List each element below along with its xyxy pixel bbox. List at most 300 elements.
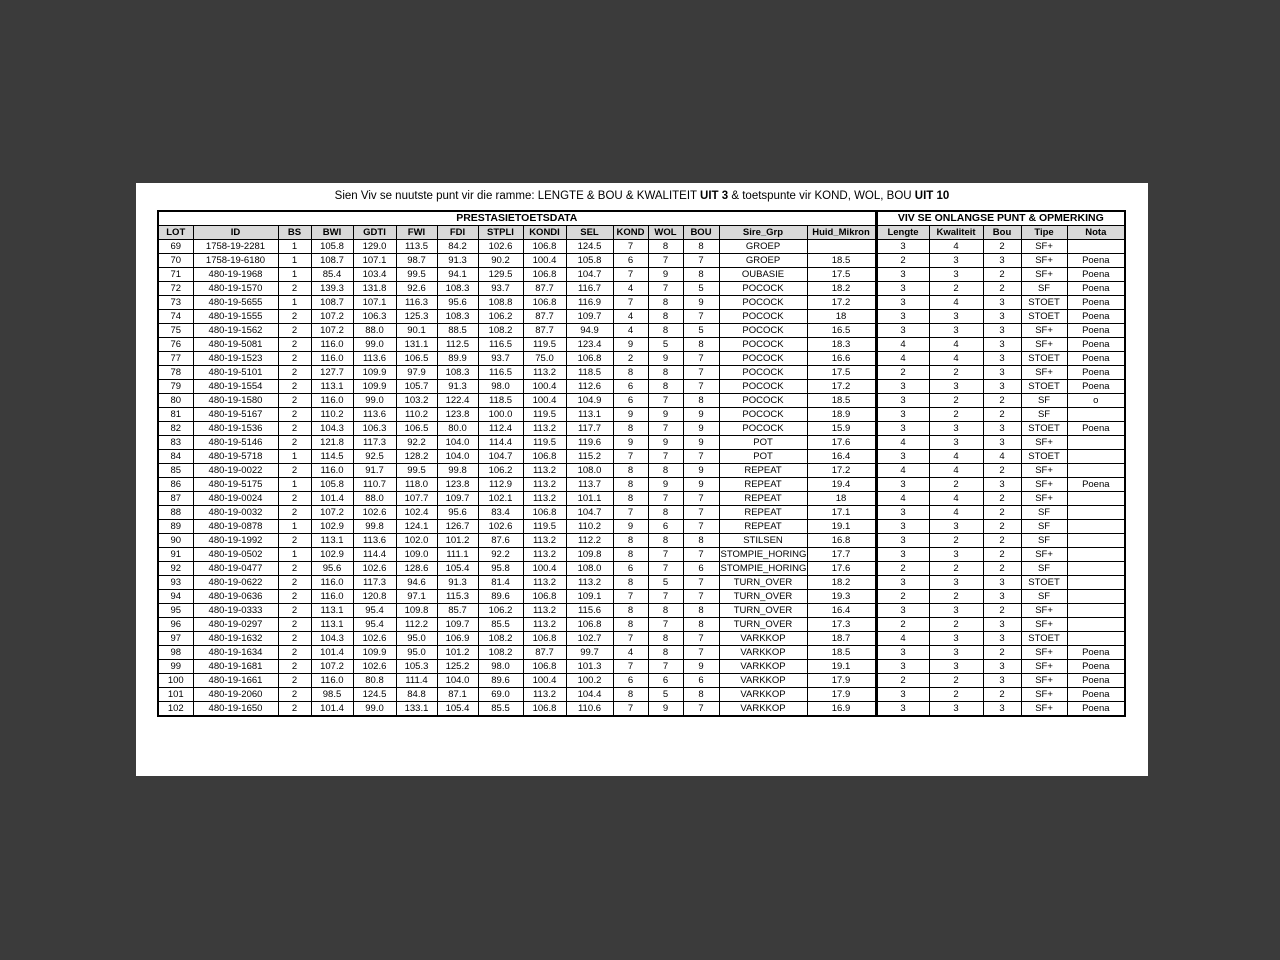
table-cell: 75.0 xyxy=(523,352,566,366)
table-cell: 119.5 xyxy=(523,408,566,422)
table-cell: 99.7 xyxy=(566,646,613,660)
table-cell: 104.7 xyxy=(566,268,613,282)
table-cell: 3 xyxy=(929,310,983,324)
table-cell: 3 xyxy=(983,478,1021,492)
table-cell: 97.1 xyxy=(396,590,437,604)
table-cell: 7 xyxy=(613,702,648,717)
table-row xyxy=(158,352,1125,366)
table-cell: 97 xyxy=(158,632,193,646)
table-cell: 98 xyxy=(158,646,193,660)
table-cell: TURN_OVER xyxy=(719,576,807,590)
table-cell: 7 xyxy=(683,702,719,717)
table-row xyxy=(158,632,1125,646)
table-cell: 7 xyxy=(613,240,648,254)
table-cell: 80.0 xyxy=(437,422,478,436)
table-cell: 480-19-0032 xyxy=(193,506,278,520)
table-cell: 9 xyxy=(648,352,683,366)
table-cell: 3 xyxy=(876,394,929,408)
table-header xyxy=(158,211,1125,240)
table-cell: Poena xyxy=(1067,352,1125,366)
table-cell: 7 xyxy=(683,576,719,590)
table-cell: 17.5 xyxy=(807,268,876,282)
table-cell: SF+ xyxy=(1021,702,1067,717)
table-cell: 2 xyxy=(929,394,983,408)
table-cell: 9 xyxy=(683,464,719,478)
table-cell: 2 xyxy=(278,688,311,702)
table-cell: 113.2 xyxy=(523,576,566,590)
title-text-2: & toetspunte vir KOND, WOL, BOU xyxy=(728,190,915,202)
table-cell: 8 xyxy=(613,366,648,380)
table-cell: 113.2 xyxy=(566,576,613,590)
table-cell: 98.0 xyxy=(478,380,523,394)
table-cell: 3 xyxy=(876,506,929,520)
table-cell: 4 xyxy=(983,450,1021,464)
table-cell: 109.8 xyxy=(566,548,613,562)
table-cell: SF+ xyxy=(1021,240,1067,254)
table-cell: 90 xyxy=(158,534,193,548)
table-cell: 480-19-5718 xyxy=(193,450,278,464)
table-row xyxy=(158,548,1125,562)
table-cell: 121.8 xyxy=(311,436,353,450)
table-cell: 123.8 xyxy=(437,408,478,422)
table-cell: 8 xyxy=(613,688,648,702)
table-row xyxy=(158,338,1125,352)
table-cell: 2 xyxy=(278,618,311,632)
table-cell: 480-19-1570 xyxy=(193,282,278,296)
table-cell: 101.4 xyxy=(311,646,353,660)
table-cell: 78 xyxy=(158,366,193,380)
table-cell: VARKKOP xyxy=(719,702,807,717)
table-cell: 80.8 xyxy=(353,674,396,688)
column-header-bwi: BWI xyxy=(311,226,353,240)
page-title xyxy=(157,190,1127,202)
table-cell: 7 xyxy=(613,506,648,520)
table-cell: 109.1 xyxy=(566,590,613,604)
table-cell: OUBASIE xyxy=(719,268,807,282)
table-cell: 7 xyxy=(648,394,683,408)
table-cell: 112.6 xyxy=(566,380,613,394)
table-cell: 75 xyxy=(158,324,193,338)
table-cell: 7 xyxy=(613,590,648,604)
table-cell: 1 xyxy=(278,254,311,268)
table-cell: 101.2 xyxy=(437,534,478,548)
table-cell: POT xyxy=(719,436,807,450)
table-cell: 99.5 xyxy=(396,464,437,478)
table-cell: SF+ xyxy=(1021,338,1067,352)
column-header-huid_mikron: Huid_Mikron xyxy=(807,226,876,240)
table-cell: 106.8 xyxy=(523,506,566,520)
table-cell: 97.9 xyxy=(396,366,437,380)
table-cell: 4 xyxy=(929,492,983,506)
table-cell: 9 xyxy=(648,268,683,282)
title-text-1: Sien Viv se nuutste punt vir die ramme: LENGTE & BOU & KWALITEIT xyxy=(334,190,701,202)
table-cell: 2 xyxy=(876,618,929,632)
table-cell: 480-19-0502 xyxy=(193,548,278,562)
table-cell: 480-19-1681 xyxy=(193,660,278,674)
table-cell: 2 xyxy=(876,366,929,380)
table-cell: 115.3 xyxy=(437,590,478,604)
table-cell: 85.4 xyxy=(311,268,353,282)
table-cell: 103.4 xyxy=(353,268,396,282)
table-cell: 4 xyxy=(613,310,648,324)
table-cell: STOET xyxy=(1021,380,1067,394)
table-cell xyxy=(1067,534,1125,548)
table-cell: 3 xyxy=(876,380,929,394)
table-cell: 99.0 xyxy=(353,338,396,352)
table-cell: 7 xyxy=(648,590,683,604)
table-row xyxy=(158,240,1125,254)
table-cell: 4 xyxy=(876,632,929,646)
table-cell: 2 xyxy=(983,268,1021,282)
table-cell: 95.0 xyxy=(396,632,437,646)
table-cell: STOET xyxy=(1021,422,1067,436)
table-cell: 3 xyxy=(983,352,1021,366)
table-cell: 94.1 xyxy=(437,268,478,282)
table-cell: 480-19-5655 xyxy=(193,296,278,310)
table-cell: 2 xyxy=(278,562,311,576)
table-cell: POCOCK xyxy=(719,296,807,310)
table-cell: 480-19-1650 xyxy=(193,702,278,717)
table-cell: 113.2 xyxy=(523,422,566,436)
table-cell: 15.9 xyxy=(807,422,876,436)
table-cell: 95.6 xyxy=(437,296,478,310)
column-header-sel: SEL xyxy=(566,226,613,240)
table-cell: 3 xyxy=(929,548,983,562)
table-cell: 18 xyxy=(807,492,876,506)
table-cell xyxy=(1067,464,1125,478)
table-cell: 2 xyxy=(929,688,983,702)
table-row xyxy=(158,492,1125,506)
table-cell: 480-19-1580 xyxy=(193,394,278,408)
table-cell: 104.0 xyxy=(437,436,478,450)
table-cell: 3 xyxy=(929,604,983,618)
table-cell: 100.4 xyxy=(523,394,566,408)
table-cell: TURN_OVER xyxy=(719,604,807,618)
table-cell: 2 xyxy=(929,478,983,492)
table-cell: POCOCK xyxy=(719,352,807,366)
table-cell: 91.3 xyxy=(437,576,478,590)
table-cell: 3 xyxy=(876,702,929,717)
table-cell: 480-19-1536 xyxy=(193,422,278,436)
table-cell: 77 xyxy=(158,352,193,366)
table-cell: 9 xyxy=(683,660,719,674)
table-cell: 95.0 xyxy=(396,646,437,660)
table-cell: 125.3 xyxy=(396,310,437,324)
table-cell: Poena xyxy=(1067,688,1125,702)
table-cell xyxy=(1067,604,1125,618)
table-cell: 5 xyxy=(648,338,683,352)
table-cell: 3 xyxy=(876,660,929,674)
table-cell xyxy=(1067,590,1125,604)
table-cell: 2 xyxy=(278,464,311,478)
table-cell: 480-19-1555 xyxy=(193,310,278,324)
table-cell: 112.4 xyxy=(478,422,523,436)
table-cell: 9 xyxy=(648,478,683,492)
table-cell: 8 xyxy=(613,534,648,548)
table-cell: 4 xyxy=(876,464,929,478)
table-cell: 5 xyxy=(648,576,683,590)
table-cell: 2 xyxy=(278,394,311,408)
table-cell: Poena xyxy=(1067,674,1125,688)
table-cell: 3 xyxy=(983,702,1021,717)
table-cell: 2 xyxy=(876,562,929,576)
table-cell: 7 xyxy=(648,492,683,506)
table-cell: 114.4 xyxy=(353,548,396,562)
table-cell: 4 xyxy=(876,492,929,506)
table-cell: 2 xyxy=(278,534,311,548)
table-cell: STOET xyxy=(1021,352,1067,366)
table-cell: 89.6 xyxy=(478,674,523,688)
table-cell: REPEAT xyxy=(719,492,807,506)
table-cell: 79 xyxy=(158,380,193,394)
table-cell: 2 xyxy=(278,338,311,352)
table-cell: 101.4 xyxy=(311,492,353,506)
table-cell: 7 xyxy=(683,450,719,464)
table-cell: REPEAT xyxy=(719,520,807,534)
table-cell: 113.2 xyxy=(523,618,566,632)
table-cell: 8 xyxy=(648,646,683,660)
table-cell: 1758-19-6180 xyxy=(193,254,278,268)
table-cell: 85.5 xyxy=(478,618,523,632)
table-cell: 126.7 xyxy=(437,520,478,534)
table-cell: 8 xyxy=(648,534,683,548)
table-cell: 106.3 xyxy=(353,422,396,436)
table-row xyxy=(158,380,1125,394)
table-cell: 17.5 xyxy=(807,366,876,380)
table-cell: REPEAT xyxy=(719,506,807,520)
table-cell: 102.6 xyxy=(353,506,396,520)
table-cell xyxy=(807,240,876,254)
table-cell: POCOCK xyxy=(719,338,807,352)
table-cell: 3 xyxy=(983,380,1021,394)
table-cell: SF+ xyxy=(1021,646,1067,660)
table-cell: 8 xyxy=(648,240,683,254)
table-cell: 1758-19-2281 xyxy=(193,240,278,254)
table-cell: 117.3 xyxy=(353,436,396,450)
table-cell: 19.1 xyxy=(807,660,876,674)
table-cell: SF+ xyxy=(1021,492,1067,506)
table-cell: 2 xyxy=(278,282,311,296)
table-cell: 18.5 xyxy=(807,646,876,660)
table-cell: 125.2 xyxy=(437,660,478,674)
table-cell: 106.8 xyxy=(523,296,566,310)
table-cell: 112.2 xyxy=(396,618,437,632)
table-cell: 5 xyxy=(683,282,719,296)
table-cell: 99 xyxy=(158,660,193,674)
column-header-wol: WOL xyxy=(648,226,683,240)
table-cell: 2 xyxy=(929,534,983,548)
table-cell: 113.2 xyxy=(523,492,566,506)
table-cell: REPEAT xyxy=(719,478,807,492)
table-cell: 100.4 xyxy=(523,380,566,394)
table-cell: 2 xyxy=(929,674,983,688)
table-cell: 2 xyxy=(278,576,311,590)
table-cell: 17.6 xyxy=(807,562,876,576)
table-cell: 99.8 xyxy=(353,520,396,534)
table-cell: 16.4 xyxy=(807,450,876,464)
table-cell: 112.5 xyxy=(437,338,478,352)
table-cell: POCOCK xyxy=(719,394,807,408)
table-cell: 89 xyxy=(158,520,193,534)
table-cell: 102.6 xyxy=(353,660,396,674)
table-cell: 19.4 xyxy=(807,478,876,492)
table-cell: 8 xyxy=(648,506,683,520)
table-cell: 117.7 xyxy=(566,422,613,436)
table-cell: 3 xyxy=(876,450,929,464)
table-row xyxy=(158,674,1125,688)
table-cell: 128.6 xyxy=(396,562,437,576)
table-cell: Poena xyxy=(1067,338,1125,352)
table-cell: SF xyxy=(1021,394,1067,408)
table-cell: 7 xyxy=(648,562,683,576)
table-body xyxy=(158,240,1125,717)
table-cell: 113.2 xyxy=(523,604,566,618)
table-cell: 99.0 xyxy=(353,394,396,408)
table-cell: 87 xyxy=(158,492,193,506)
table-cell: 8 xyxy=(683,618,719,632)
table-cell: 8 xyxy=(648,380,683,394)
table-cell: 16.6 xyxy=(807,352,876,366)
table-cell: 4 xyxy=(929,296,983,310)
table-cell: 89.9 xyxy=(437,352,478,366)
table-cell: 119.5 xyxy=(523,520,566,534)
table-cell: 3 xyxy=(983,422,1021,436)
table-cell: 105.3 xyxy=(396,660,437,674)
table-cell: o xyxy=(1067,394,1125,408)
table-cell: 480-19-0636 xyxy=(193,590,278,604)
table-cell: 104.3 xyxy=(311,422,353,436)
table-row xyxy=(158,268,1125,282)
table-cell: 100 xyxy=(158,674,193,688)
table-cell: Poena xyxy=(1067,660,1125,674)
table-cell: 108.8 xyxy=(478,296,523,310)
table-cell: 480-19-0878 xyxy=(193,520,278,534)
table-cell: 107.2 xyxy=(311,324,353,338)
table-cell: 87.7 xyxy=(523,282,566,296)
table-cell: 124.5 xyxy=(353,688,396,702)
table-cell: 99.8 xyxy=(437,464,478,478)
table-cell: 3 xyxy=(876,296,929,310)
table-cell: 4 xyxy=(876,352,929,366)
column-header-sire_grp: Sire_Grp xyxy=(719,226,807,240)
table-cell: 70 xyxy=(158,254,193,268)
table-cell: Poena xyxy=(1067,478,1125,492)
table-cell: 106.5 xyxy=(396,352,437,366)
table-cell: 113.6 xyxy=(353,408,396,422)
table-cell: 480-19-1632 xyxy=(193,632,278,646)
table-cell: 3 xyxy=(983,296,1021,310)
table-cell: 3 xyxy=(876,646,929,660)
table-cell: 3 xyxy=(983,576,1021,590)
table-cell xyxy=(1067,548,1125,562)
table-cell: 2 xyxy=(929,590,983,604)
table-cell: 2 xyxy=(983,562,1021,576)
table-cell: 113.2 xyxy=(523,548,566,562)
table-cell: 102.9 xyxy=(311,520,353,534)
table-cell: STOMPIE_HORING xyxy=(720,563,807,574)
table-cell: SF xyxy=(1021,562,1067,576)
document-page xyxy=(136,183,1148,776)
table-cell: 18.5 xyxy=(807,394,876,408)
table-cell: 110.2 xyxy=(566,520,613,534)
table-cell: 9 xyxy=(648,408,683,422)
table-cell: 3 xyxy=(876,576,929,590)
table-cell: 3 xyxy=(876,268,929,282)
table-cell: 8 xyxy=(613,464,648,478)
table-cell: 17.9 xyxy=(807,688,876,702)
column-header-tipe: Tipe xyxy=(1021,226,1067,240)
table-cell: 480-19-5167 xyxy=(193,408,278,422)
table-cell: 94.6 xyxy=(396,576,437,590)
table-cell: 104.0 xyxy=(437,450,478,464)
table-cell: TURN_OVER xyxy=(719,590,807,604)
table-cell: POCOCK xyxy=(719,366,807,380)
table-cell: 106.2 xyxy=(478,310,523,324)
table-cell: 18.3 xyxy=(807,338,876,352)
table-cell: 6 xyxy=(613,380,648,394)
table-cell: 119.6 xyxy=(566,436,613,450)
table-cell: 101 xyxy=(158,688,193,702)
table-cell: 3 xyxy=(983,324,1021,338)
table-cell: 480-19-1992 xyxy=(193,534,278,548)
table-cell: 7 xyxy=(613,296,648,310)
title-bold-uit10: UIT 10 xyxy=(914,190,950,202)
table-cell: 1 xyxy=(278,240,311,254)
table-cell: 7 xyxy=(613,268,648,282)
table-cell: 9 xyxy=(613,408,648,422)
table-cell: POCOCK xyxy=(719,310,807,324)
table-cell: 113.1 xyxy=(311,618,353,632)
table-cell: 2 xyxy=(983,534,1021,548)
table-cell: 4 xyxy=(613,282,648,296)
table-cell: 9 xyxy=(613,520,648,534)
table-cell: 108.0 xyxy=(566,562,613,576)
table-cell: Poena xyxy=(1067,296,1125,310)
table-cell: Poena xyxy=(1067,702,1125,717)
table-row xyxy=(158,576,1125,590)
table-cell: 87.1 xyxy=(437,688,478,702)
table-cell: 8 xyxy=(683,338,719,352)
table-cell: 480-19-1634 xyxy=(193,646,278,660)
table-cell: 3 xyxy=(929,254,983,268)
table-cell: 3 xyxy=(876,422,929,436)
table-cell: 4 xyxy=(929,506,983,520)
table-cell: 82 xyxy=(158,422,193,436)
table-cell: 7 xyxy=(683,254,719,268)
column-header-nota: Nota xyxy=(1067,226,1125,240)
table-cell: SF xyxy=(1021,506,1067,520)
table-cell: 69 xyxy=(158,240,193,254)
table-cell xyxy=(1067,562,1125,576)
column-header-lot: LOT xyxy=(158,226,193,240)
table-cell: 9 xyxy=(648,702,683,717)
table-cell: 102.0 xyxy=(396,534,437,548)
table-cell: Poena xyxy=(1067,282,1125,296)
table-row xyxy=(158,562,1125,576)
table-cell: 105.8 xyxy=(311,240,353,254)
table-cell: STOET xyxy=(1021,450,1067,464)
column-header-fwi: FWI xyxy=(396,226,437,240)
table-cell: 2 xyxy=(278,702,311,717)
table-cell: 109.9 xyxy=(353,380,396,394)
table-cell: 480-19-5146 xyxy=(193,436,278,450)
table-cell: 480-19-1968 xyxy=(193,268,278,282)
table-cell: 112.9 xyxy=(478,478,523,492)
column-header-bou: Bou xyxy=(983,226,1021,240)
table-cell: 2 xyxy=(876,590,929,604)
table-cell: 2 xyxy=(613,352,648,366)
table-cell: 7 xyxy=(648,254,683,268)
